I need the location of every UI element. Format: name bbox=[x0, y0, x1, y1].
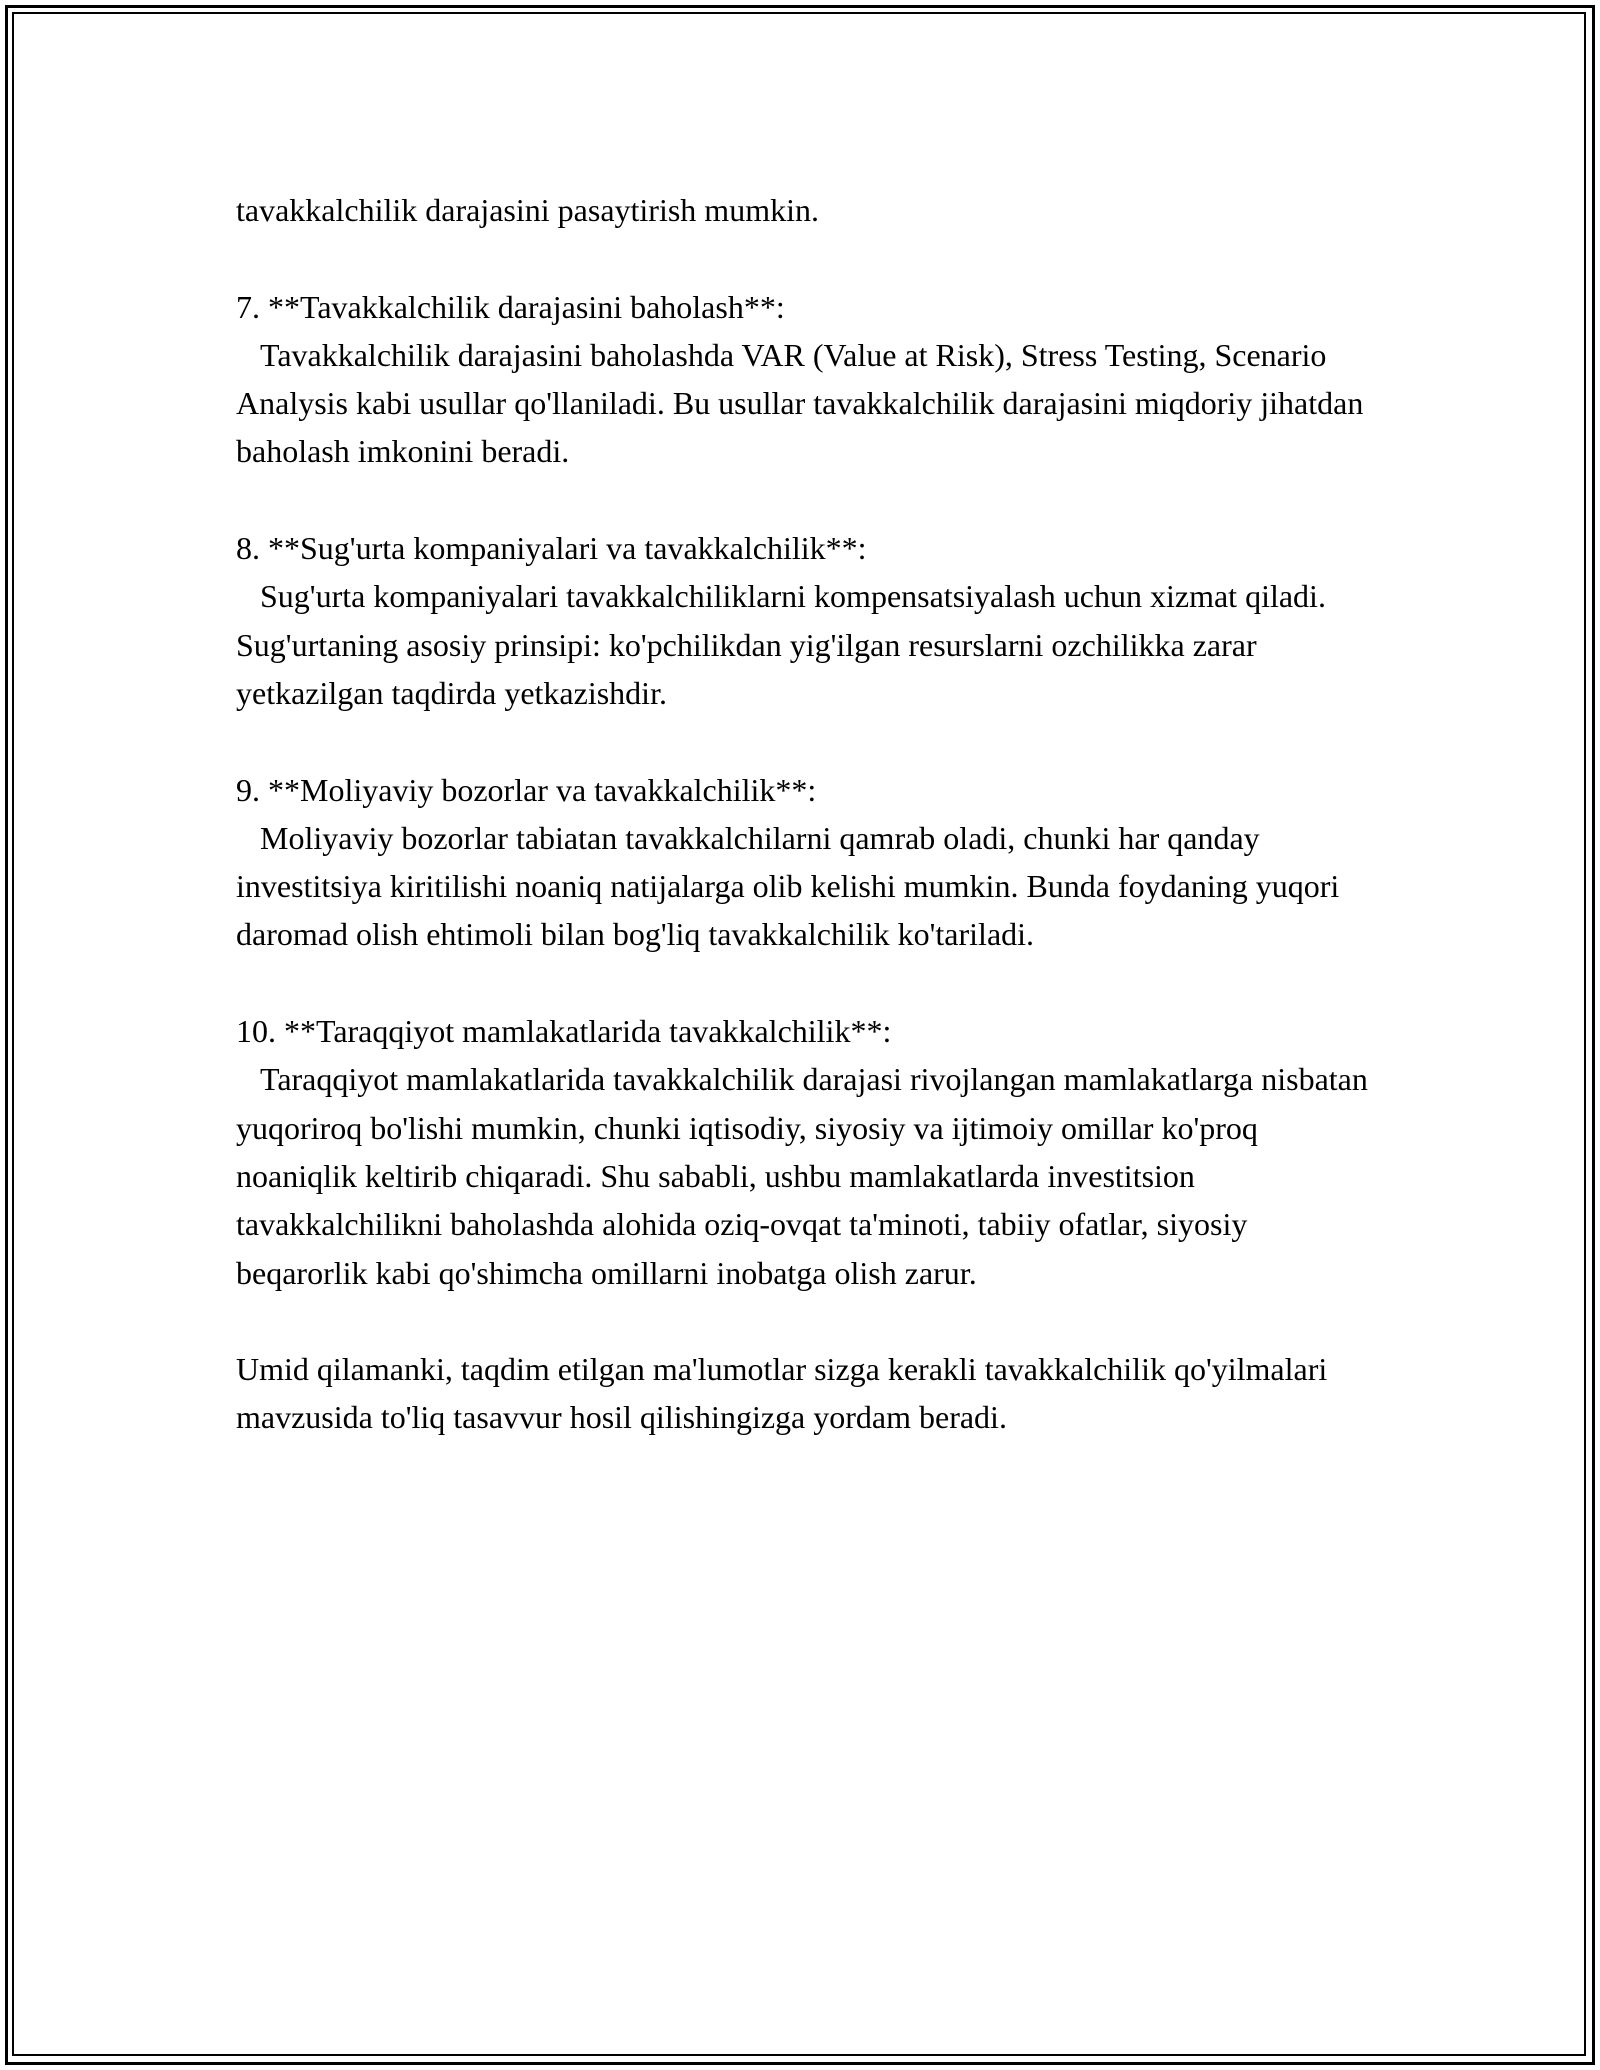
section-9-body: Moliyaviy bozorlar tabiatan tavakkalchilarni qamrab oladi, chunki har qanday investitsiya kiritilishi noaniq natijalarga olib kelishi mumkin. Bunda foydaning yuqori daromad olish ehtimoli bilan bog'liq tavakkalchilik ko'tariladi. bbox=[236, 819, 1348, 953]
paragraph-gap bbox=[236, 959, 1376, 1007]
section-8-body: Sug'urta kompaniyalari tavakkalchiliklarni kompensatsiyalash uchun xizmat qiladi. Sug'urtaning asosiy prinsipi: ko'pchilikdan yig'ilgan resurslarni ozchilikka zarar yetkazilgan taqdirda yetkazishdir. bbox=[236, 578, 1334, 711]
section-10-heading: 10. **Taraqqiyot mamlakatlarida tavakkalchilik**: bbox=[236, 1013, 892, 1050]
closing-paragraph: Umid qilamanki, taqdim etilgan ma'lumotlar sizga kerakli tavakkalchilik qo'yilmalari mavzusida to'liq tasavvur hosil qilishingizga yordam beradi. bbox=[236, 1351, 1336, 1436]
section-9-heading: 9. **Moliyaviy bozorlar va tavakkalchilik**: bbox=[236, 771, 817, 808]
section-7-heading: 7. **Tavakkalchilik darajasini baholash**: bbox=[236, 288, 785, 325]
opening-line: tavakkalchilik darajasini pasaytirish mumkin. bbox=[236, 192, 819, 228]
paragraph-gap bbox=[236, 476, 1376, 524]
section-10-body: Taraqqiyot mamlakatlarida tavakkalchilik darajasi rivojlangan mamlakatlarga nisbatan yuqoriroq bo'lishi mumkin, chunki iqtisodiy, siyosiy va ijtimoiy omillar ko'proq noaniqlik keltirib chiqaradi. Shu sababli, ushbu mamlakatlarda investitsion tavakkalchilikni baholashda alohida oziq-ovqat ta'minoti, tabiiy ofatlar, siyosiy beqarorlik kabi qo'shimcha omillarni inobatga olish zarur. bbox=[236, 1061, 1376, 1291]
paragraph-gap bbox=[236, 234, 1376, 282]
section-8-heading: 8. **Sug'urta kompaniyalari va tavakkalchilik**: bbox=[236, 530, 867, 567]
document-body bbox=[236, 186, 1376, 1442]
paragraph-gap bbox=[236, 1297, 1376, 1345]
section-7-body: Tavakkalchilik darajasini baholashda VAR (Value at Risk), Stress Testing, Scenario Analysis kabi usullar qo'llaniladi. Bu usullar tavakkalchilik darajasini miqdoriy jihatdan baholash imkonini beradi. bbox=[236, 336, 1372, 470]
paragraph-gap bbox=[236, 717, 1376, 765]
